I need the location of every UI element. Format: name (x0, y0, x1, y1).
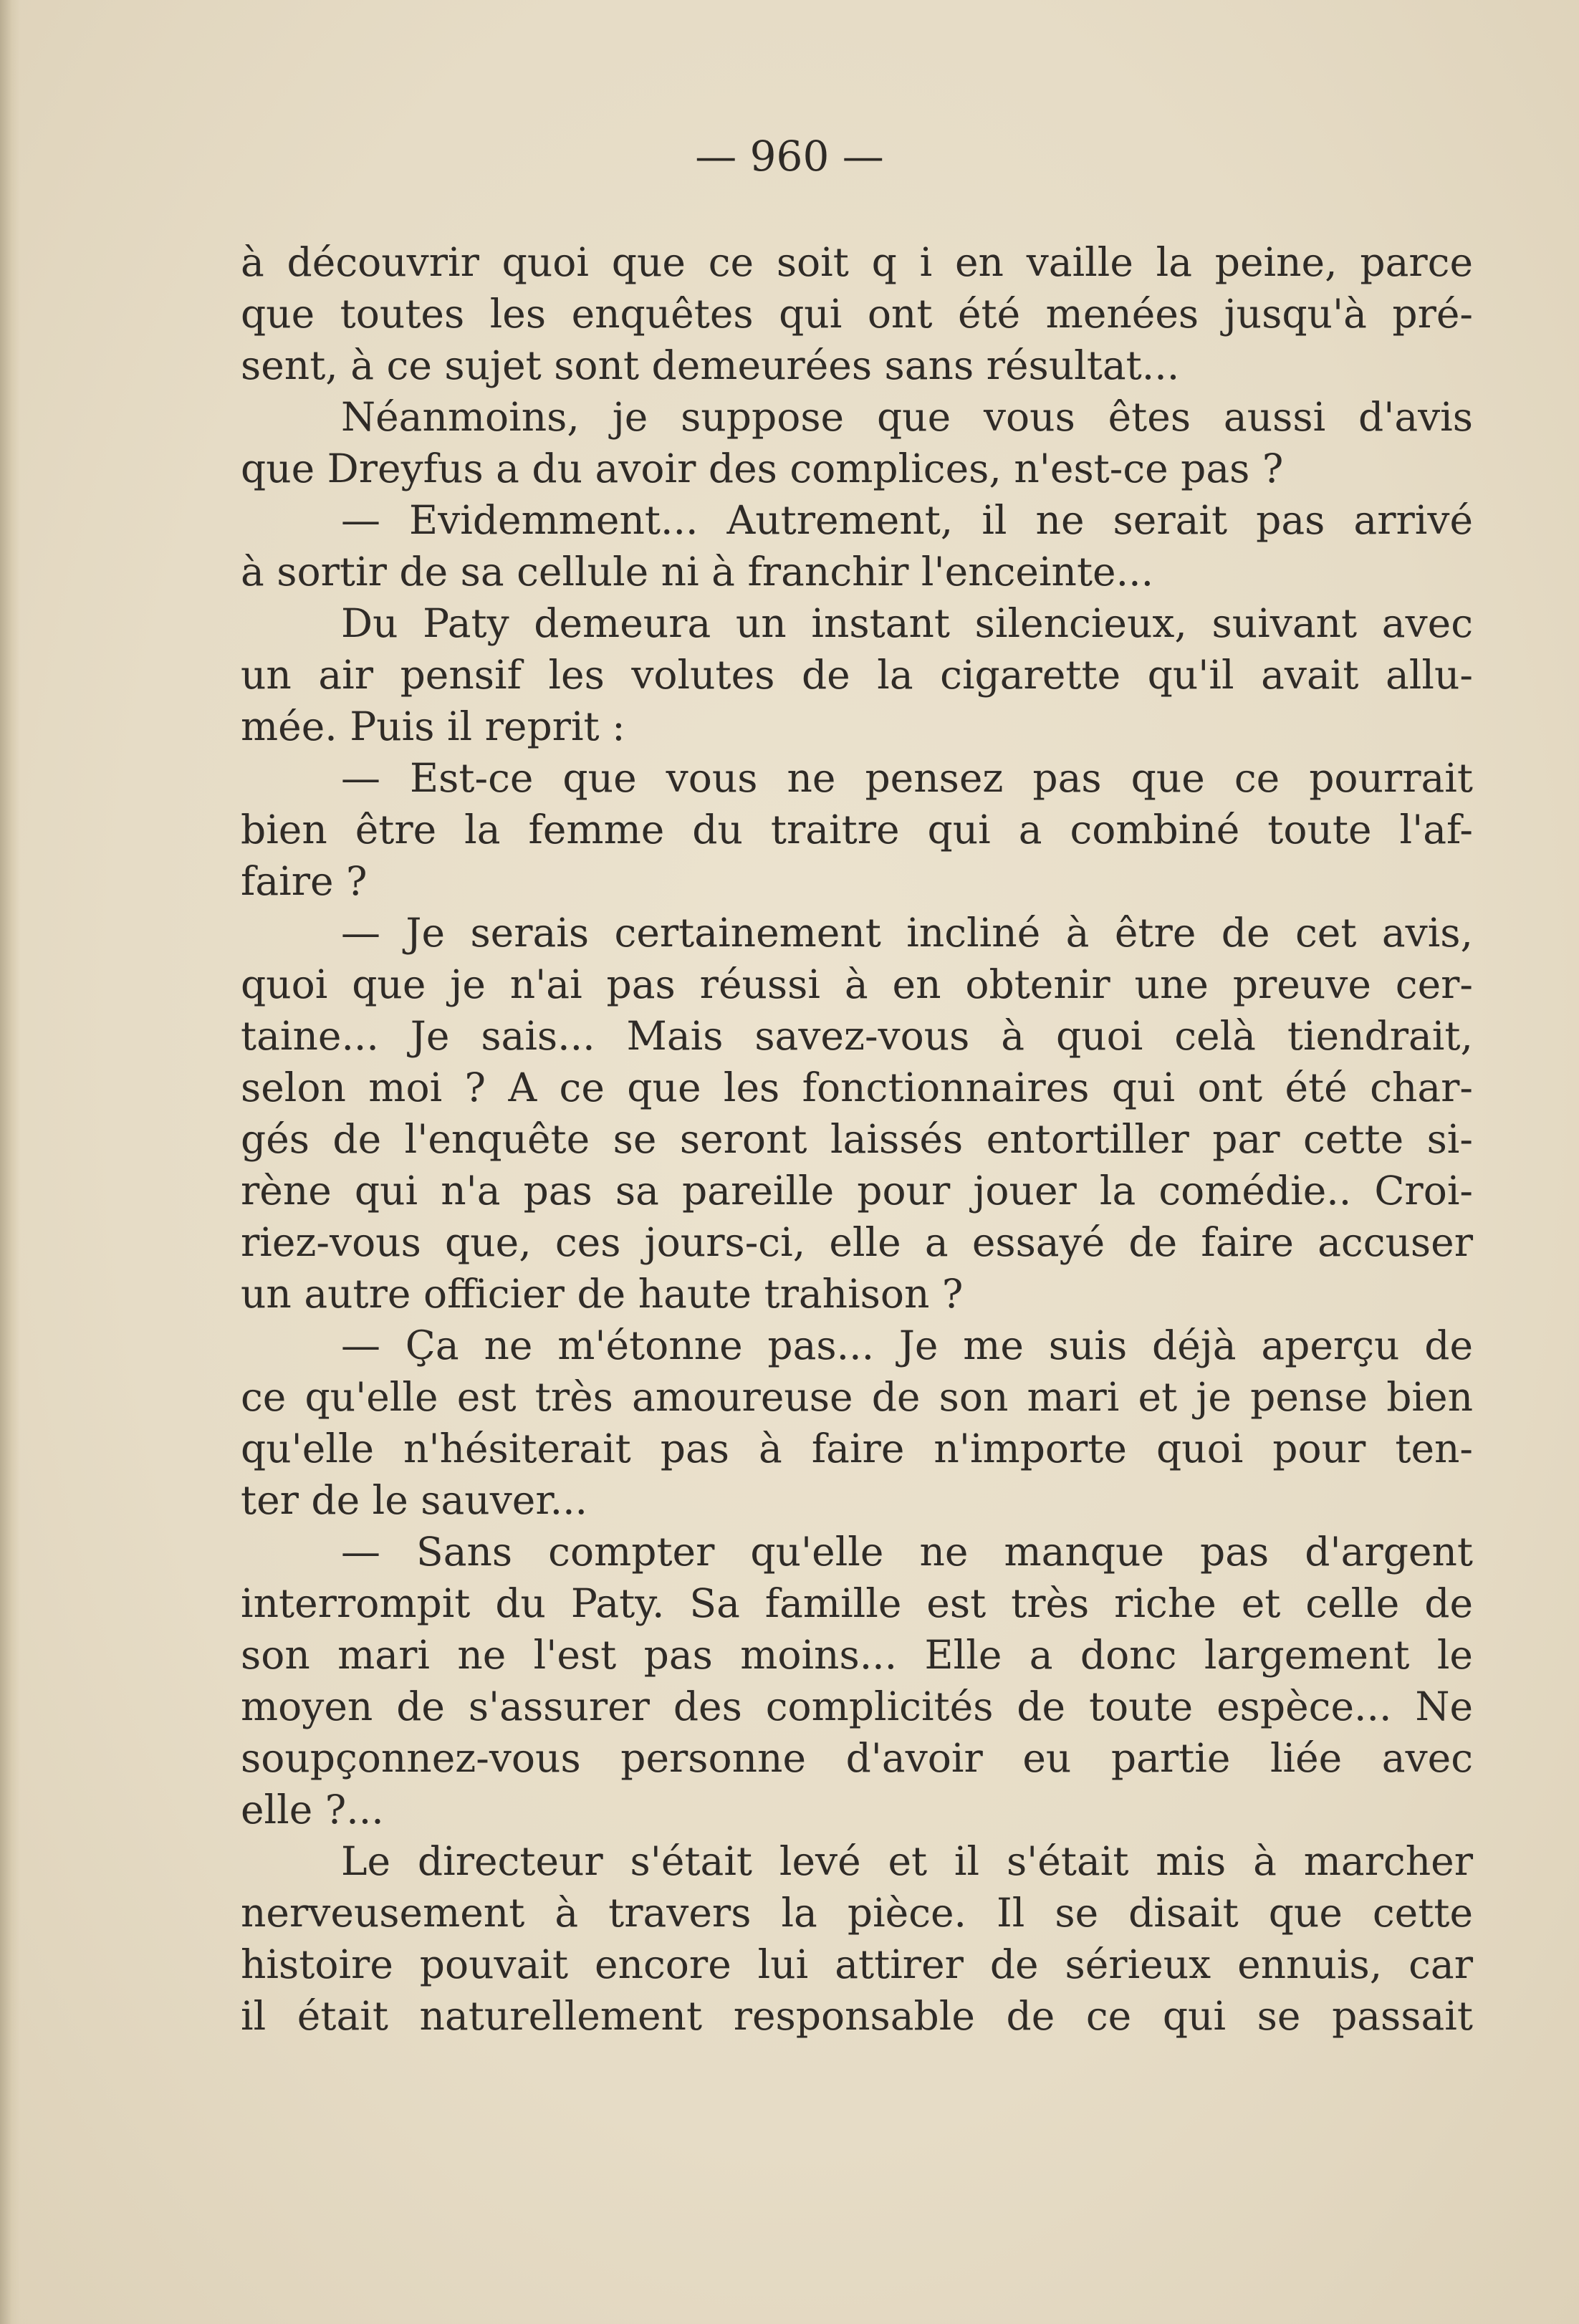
text-line: qu'elle n'hésiterait pas à faire n'importe quoi pour ten- (241, 1426, 1473, 1471)
text-line: quoi que je n'ai pas réussi à en obtenir une preuve cer- (241, 961, 1473, 1007)
text-line: — Est-ce que vous ne pensez pas que ce pourrait (341, 755, 1473, 801)
text-line: à sortir de sa cellule ni à franchir l'enceinte... (241, 549, 1154, 595)
text-line: nerveusement à travers la pièce. Il se disait que cette (241, 1890, 1473, 1936)
text-line: faire ? (241, 858, 368, 904)
text-line: mée. Puis il reprit : (241, 704, 625, 749)
text-line: son mari ne l'est pas moins... Elle a donc largement le (241, 1632, 1473, 1678)
text-line: gés de l'enquête se seront laissés entortiller par cette si- (241, 1116, 1473, 1162)
text-line: rène qui n'a pas sa pareille pour jouer la comédie.. Croi- (241, 1168, 1473, 1214)
text-line: ce qu'elle est très amoureuse de son mari et je pense bien (241, 1374, 1473, 1420)
text-line: — Evidemment... Autrement, il ne serait pas arrivé (341, 497, 1473, 543)
text-line: Le directeur s'était levé et il s'était mis à marcher (341, 1838, 1473, 1884)
text-line: taine... Je sais... Mais savez-vous à quoi celà tiendrait, (241, 1013, 1473, 1059)
text-line: elle ?... (241, 1787, 384, 1833)
text-line: un air pensif les volutes de la cigarette qu'il avait allu- (241, 652, 1473, 698)
page-edge-shadow (0, 0, 20, 2324)
text-line: soupçonnez-vous personne d'avoir eu partie liée avec (241, 1735, 1473, 1781)
text-line: à découvrir quoi que ce soit q i en vaille la peine, parce (241, 239, 1473, 285)
text-line: ter de le sauver... (241, 1477, 588, 1523)
text-line: que Dreyfus a du avoir des complices, n'est-ce pas ? (241, 446, 1284, 491)
text-line: bien être la femme du traitre qui a combiné toute l'af- (241, 807, 1473, 853)
text-line: Néanmoins, je suppose que vous êtes aussi d'avis (341, 394, 1473, 440)
text-line: que toutes les enquêtes qui ont été menées jusqu'à pré- (241, 291, 1473, 337)
text-line: interrompit du Paty. Sa famille est très riche et celle de (241, 1580, 1473, 1626)
text-line: — Sans compter qu'elle ne manque pas d'argent (341, 1529, 1473, 1575)
text-line: — Ça ne m'étonne pas... Je me suis déjà aperçu de (341, 1322, 1473, 1368)
text-line: un autre officier de haute trahison ? (241, 1271, 964, 1317)
text-line: histoire pouvait encore lui attirer de sérieux ennuis, car (241, 1941, 1473, 1987)
page-number: — 960 — (695, 132, 884, 181)
text-line: moyen de s'assurer des complicités de toute espèce... Ne (241, 1684, 1473, 1729)
text-line: — Je serais certainement incliné à être de cet avis, (341, 910, 1473, 956)
text-line: il était naturellement responsable de ce qui se passait (241, 1993, 1473, 2039)
text-line: Du Paty demeura un instant silencieux, suivant avec (341, 600, 1473, 646)
text-line: riez-vous que, ces jours-ci, elle a essayé de faire accuser (241, 1219, 1473, 1265)
body-text (241, 236, 1473, 2042)
text-line: selon moi ? A ce que les fonctionnaires qui ont été char- (241, 1065, 1473, 1110)
text-line: sent, à ce sujet sont demeurées sans résultat... (241, 342, 1180, 388)
